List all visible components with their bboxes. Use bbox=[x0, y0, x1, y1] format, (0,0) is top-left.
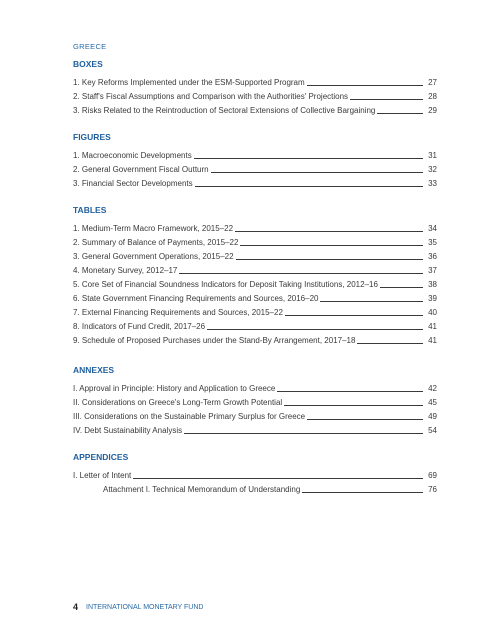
toc-entry-label: 6. State Government Financing Requirements and Sources, 2016–20 bbox=[73, 294, 319, 303]
toc-entry[interactable] bbox=[73, 380, 437, 394]
toc-leader bbox=[240, 245, 423, 246]
toc-entry-page: 37 bbox=[428, 266, 437, 275]
toc-entry-page: 41 bbox=[428, 322, 437, 331]
toc-leader bbox=[277, 391, 423, 392]
toc-entry[interactable] bbox=[73, 422, 437, 436]
page-number: 4 bbox=[73, 602, 79, 612]
toc-entry-label: 2. Staff's Fiscal Assumptions and Comparison with the Authorities' Projections bbox=[73, 92, 349, 101]
toc-entry[interactable] bbox=[73, 220, 437, 234]
toc-entry-page: 32 bbox=[428, 165, 437, 174]
toc-entry-label: 3. General Government Operations, 2015–22 bbox=[73, 252, 234, 261]
section-figures bbox=[73, 131, 437, 189]
toc-entry[interactable] bbox=[73, 276, 437, 290]
toc-leader bbox=[320, 301, 423, 302]
toc-entry-label: 2. Summary of Balance of Payments, 2015–22 bbox=[73, 238, 239, 247]
section-title: FIGURES bbox=[73, 132, 111, 142]
section-title: BOXES bbox=[73, 59, 103, 69]
toc-entry[interactable] bbox=[73, 467, 437, 481]
toc-entry[interactable] bbox=[73, 74, 437, 88]
toc-leader bbox=[302, 492, 423, 493]
section-tables bbox=[73, 204, 437, 346]
toc-leader bbox=[194, 158, 423, 159]
toc-entry[interactable] bbox=[73, 318, 437, 332]
toc-leader bbox=[184, 433, 423, 434]
footer-publisher: INTERNATIONAL MONETARY FUND bbox=[86, 603, 204, 611]
toc-entry-label: 8. Indicators of Fund Credit, 2017–26 bbox=[73, 322, 206, 331]
toc-leader bbox=[236, 259, 423, 260]
toc-entry-label: I. Letter of Intent bbox=[73, 471, 132, 480]
toc-entry-label: Attachment I. Technical Memorandum of Understanding bbox=[103, 485, 301, 494]
toc-entry-label: III. Considerations on the Sustainable Primary Surplus for Greece bbox=[73, 412, 306, 421]
toc-entry-label: 4. Monetary Survey, 2012–17 bbox=[73, 266, 178, 275]
toc-entry-page: 49 bbox=[428, 412, 437, 421]
toc-leader bbox=[377, 113, 423, 114]
toc-leader bbox=[307, 85, 423, 86]
toc-entry[interactable] bbox=[73, 161, 437, 175]
toc-leader bbox=[307, 419, 423, 420]
toc-entry-label: 9. Schedule of Proposed Purchases under the Stand-By Arrangement, 2017–18 bbox=[73, 336, 356, 345]
toc-leader bbox=[285, 315, 423, 316]
toc-entry-page: 76 bbox=[428, 485, 437, 494]
toc-entry[interactable] bbox=[73, 262, 437, 276]
toc-leader bbox=[284, 405, 423, 406]
section-title: APPENDICES bbox=[73, 452, 129, 462]
toc-leader bbox=[195, 186, 423, 187]
section-title: ANNEXES bbox=[73, 365, 115, 375]
toc-entry-page: 69 bbox=[428, 471, 437, 480]
toc-entry[interactable] bbox=[73, 248, 437, 262]
toc-entry-page: 28 bbox=[428, 92, 437, 101]
toc-entry-page: 31 bbox=[428, 151, 437, 160]
toc-leader bbox=[211, 172, 423, 173]
toc-entry-label: 1. Medium-Term Macro Framework, 2015–22 bbox=[73, 224, 234, 233]
toc-entry-label: 1. Key Reforms Implemented under the ESM-Supported Program bbox=[73, 78, 305, 87]
section-boxes bbox=[73, 58, 437, 116]
toc-entry[interactable] bbox=[73, 88, 437, 102]
toc-entry[interactable] bbox=[73, 102, 437, 116]
toc-entry-label: 3. Risks Related to the Reintroduction of Sectoral Extensions of Collective Bargaining bbox=[73, 106, 376, 115]
section-appendices bbox=[73, 451, 437, 495]
toc-entry[interactable] bbox=[73, 175, 437, 189]
toc-entry[interactable] bbox=[73, 394, 437, 408]
page-footer bbox=[73, 602, 203, 612]
toc-entry-label: 2. General Government Fiscal Outturn bbox=[73, 165, 209, 174]
toc-entry-page: 33 bbox=[428, 179, 437, 188]
toc-entry-page: 29 bbox=[428, 106, 437, 115]
toc-entry-page: 40 bbox=[428, 308, 437, 317]
toc-entry-page: 38 bbox=[428, 280, 437, 289]
toc-entry-page: 45 bbox=[428, 398, 437, 407]
toc-entry-label: 7. External Financing Requirements and Sources, 2015–22 bbox=[73, 308, 283, 317]
toc-entry[interactable] bbox=[73, 481, 437, 495]
toc-entry-label: II. Considerations on Greece's Long-Term Growth Potential bbox=[73, 398, 283, 407]
toc-leader bbox=[350, 99, 423, 100]
toc-entry[interactable] bbox=[73, 304, 437, 318]
toc-entry-page: 34 bbox=[428, 224, 437, 233]
toc-entry-page: 54 bbox=[428, 426, 437, 435]
toc-entry-label: 3. Financial Sector Developments bbox=[73, 179, 193, 188]
toc-leader bbox=[380, 287, 423, 288]
toc-entry[interactable] bbox=[73, 408, 437, 422]
toc-leader bbox=[235, 231, 423, 232]
toc-entry-label: IV. Debt Sustainability Analysis bbox=[73, 426, 183, 435]
toc-entry-page: 39 bbox=[428, 294, 437, 303]
toc-entry[interactable] bbox=[73, 147, 437, 161]
toc-entry[interactable] bbox=[73, 290, 437, 304]
toc-leader bbox=[207, 329, 423, 330]
running-header-country: GREECE bbox=[73, 42, 107, 51]
toc-entry-label: I. Approval in Principle: History and Application to Greece bbox=[73, 384, 276, 393]
toc-entry[interactable] bbox=[73, 234, 437, 248]
toc-entry-label: 5. Core Set of Financial Soundness Indicators for Deposit Taking Institutions, 2012–16 bbox=[73, 280, 378, 289]
toc-leader bbox=[179, 273, 423, 274]
toc-entry-page: 41 bbox=[428, 336, 437, 345]
toc-leader bbox=[357, 343, 423, 344]
toc-entry-page: 35 bbox=[428, 238, 437, 247]
section-title: TABLES bbox=[73, 205, 107, 215]
toc-leader bbox=[133, 478, 423, 479]
toc-entry[interactable] bbox=[73, 332, 437, 346]
toc-entry-label: 1. Macroeconomic Developments bbox=[73, 151, 192, 160]
toc-entry-page: 36 bbox=[428, 252, 437, 261]
toc-entry-page: 42 bbox=[428, 384, 437, 393]
toc-entry-page: 27 bbox=[428, 78, 437, 87]
section-annexes bbox=[73, 364, 437, 436]
